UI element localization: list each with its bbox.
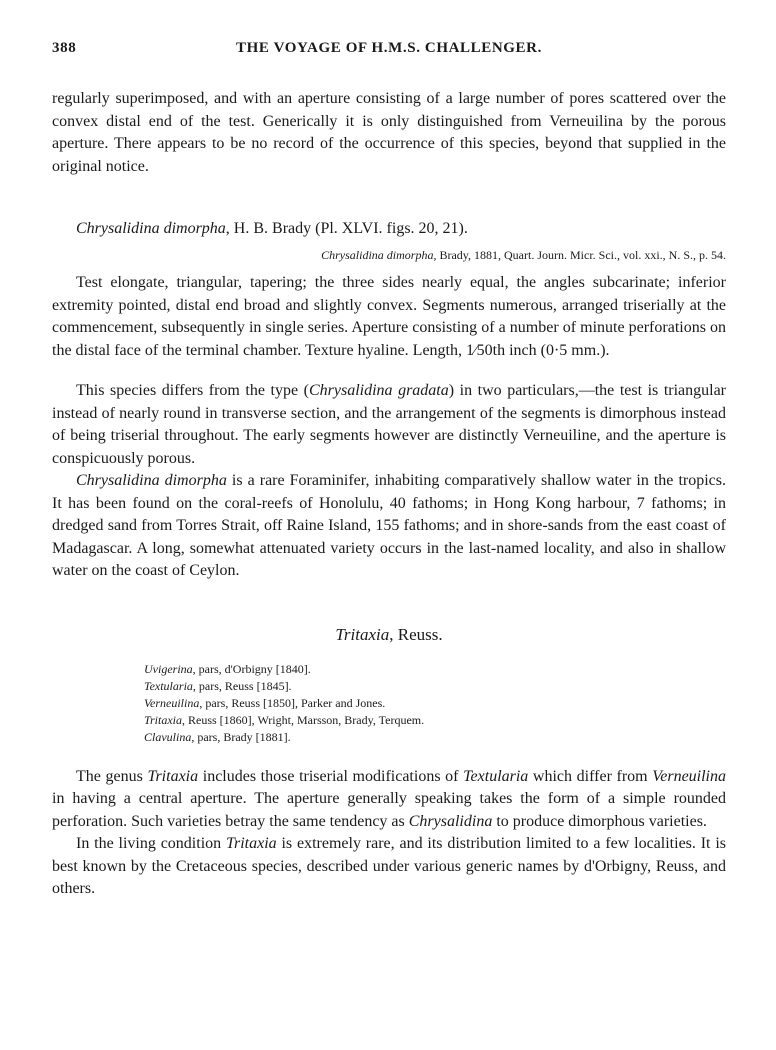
page — [52, 40, 726, 901]
genus-text: The genus — [76, 767, 148, 785]
genus-paragraph-1 — [52, 766, 726, 834]
synonymy-entry — [144, 678, 726, 695]
synonymy-entry-ref: , Reuss [1860], Wright, Marsson, Brady, Terquem. — [182, 712, 425, 727]
genus-name: Tritaxia — [335, 624, 390, 644]
genus-text-name: Tritaxia — [147, 767, 199, 785]
type-species-name: Chrysalidina gradata — [308, 382, 449, 399]
genus-text-name: Chrysalidina — [408, 812, 493, 830]
species-heading — [52, 218, 726, 240]
genus-synonymy-list — [144, 661, 726, 746]
distribution-species-name: Chrysalidina dimorpha — [76, 472, 227, 489]
running-title: THE VOYAGE OF H.M.S. CHALLENGER. — [236, 40, 542, 56]
genus-text: includes those triserial modifications of — [198, 767, 464, 785]
length-fraction: 1⁄50 — [465, 341, 493, 359]
species-distribution — [52, 470, 726, 583]
length-suffix: th inch (0·5 mm.). — [492, 341, 610, 359]
synonymy-entry-name: Uvigerina — [144, 661, 193, 676]
synonymy-reference: , Brady, 1881, Quart. Journ. Micr. Sci., vol. xxi., N. S., p. 54. — [433, 248, 726, 262]
genus-text: is extremely rare, and its distribution limited to a few localities. It is best known by the Cretaceous species, described under various generic names by d'Orbigny, Reuss, and others. — [52, 835, 726, 897]
genus-text: In the living condition — [76, 835, 226, 852]
intro-paragraph: regularly superimposed, and with an aperture consisting of a large number of pores scattered over the convex distal end of the test. Generically it is only distinguished from Verneuilina by the porous aperture. There appears to be no record of the occurrence of this species, beyond that supplied in the original notice. — [52, 90, 726, 175]
species-name: Chrysalidina dimorpha — [76, 220, 226, 237]
species-synonymy — [52, 246, 726, 264]
synonymy-entry-ref: , pars, Reuss [1845]. — [192, 678, 292, 693]
genus-paragraph-2 — [52, 833, 726, 901]
genus-text: to produce dimorphous varieties. — [492, 812, 707, 830]
genus-text-name: Tritaxia — [225, 835, 277, 852]
species-authority: , H. B. Brady (Pl. XLVI. figs. 20, 21). — [225, 220, 468, 237]
species-discussion — [52, 380, 726, 470]
synonymy-entry — [144, 729, 726, 746]
synonymy-entry — [144, 695, 726, 712]
discussion-text-cont: ) in two particulars,—the test is triangular instead of nearly round in transverse section, and the arrangement of the segments is dimorphous instead of being triserial throughout. The early segments however are distinctly Verneuiline, and the aperture is conspicuously porous. — [52, 382, 727, 467]
genus-text: in having a central aperture. The aperture generally speaking takes the form of a simple rounded perforation. Such varieties betray the same tendency as — [52, 790, 726, 830]
synonymy-entry-ref: , pars, d'Orbigny [1840]. — [192, 661, 311, 676]
synonymy-entry-ref: , pars, Brady [1881]. — [191, 729, 291, 744]
synonymy-name: Chrysalidina dimorpha — [321, 248, 434, 262]
genus-text-name: Verneuilina — [652, 767, 726, 785]
synonymy-entry — [144, 712, 726, 729]
genus-text: which differ from — [528, 767, 653, 785]
genus-text-name: Textularia — [463, 767, 529, 785]
description-text: Test elongate, triangular, tapering; the three sides nearly equal, the angles subcarinate; inferior extremity pointed, distal end broad and slightly convex. Segments numerous, arranged triserially at the commencement, subsequently in single series. Aperture consisting of a number of minute perforations on the distal face of the terminal chamber. Texture hyaline. Length, — [52, 274, 726, 359]
synonymy-entry-name: Clavulina — [144, 729, 192, 744]
page-header — [52, 40, 726, 66]
synonymy-entry-ref: , pars, Reuss [1850], Parker and Jones. — [199, 695, 386, 710]
distribution-text: is a rare Foraminifer, inhabiting comparatively shallow water in the tropics. It has been found on the coral-reefs of Honolulu, 40 fathoms; in Hong Kong harbour, 7 fathoms; in dredged sand from Torres Strait, off Raine Island, 155 fathoms; and in shore-sands from the east coast of Madagascar. A long, somewhat attenuated variety occurs in the last-named locality, and also in shallow water on the coast of Ceylon. — [52, 472, 727, 579]
synonymy-entry — [144, 661, 726, 678]
synonymy-entry-name: Tritaxia — [144, 712, 183, 727]
synonymy-entry-name: Textularia — [144, 678, 193, 693]
species-description — [52, 272, 726, 362]
genus-authority: , Reuss. — [389, 624, 443, 644]
page-number: 388 — [52, 40, 77, 56]
synonymy-entry-name: Verneuilina — [144, 695, 200, 710]
genus-heading — [52, 623, 726, 647]
discussion-text: This species differs from the type ( — [76, 382, 309, 399]
